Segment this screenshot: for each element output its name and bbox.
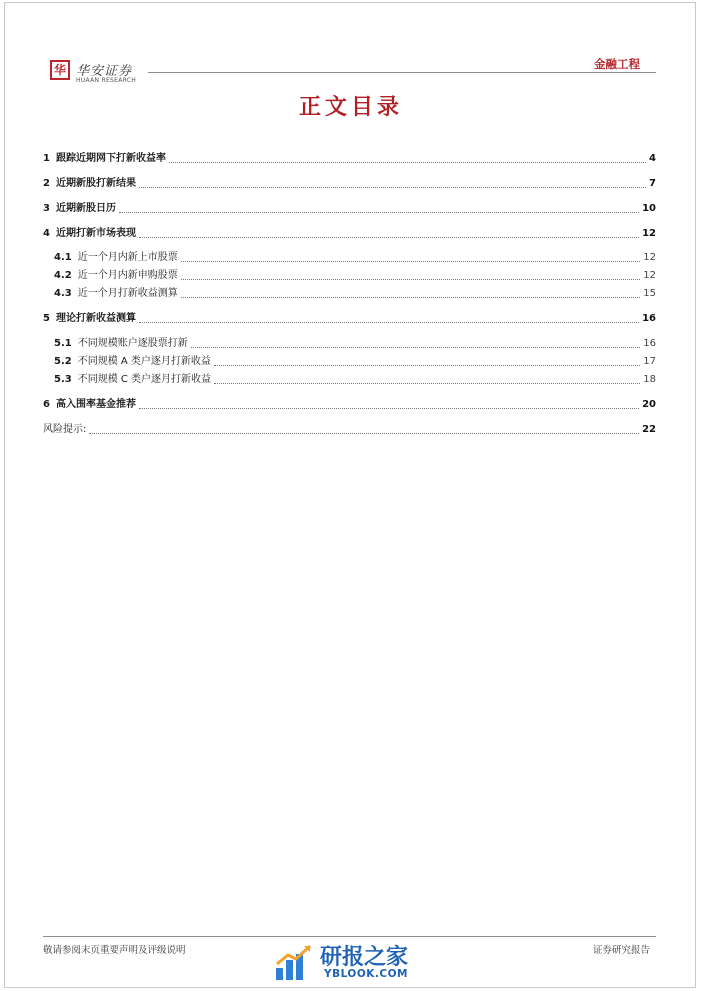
toc-entry-number: 4.3 [54,288,72,299]
toc-entry-number: 5 [43,313,50,324]
toc-subentry[interactable] [54,353,656,369]
toc-entry[interactable] [43,150,656,166]
toc-entry-label: 不同规模账户逐股票打新 [77,338,188,349]
watermark-english: YBLOOK.COM [324,968,408,980]
toc-leader-dots [139,236,639,238]
toc-entry-page: 18 [643,374,656,385]
toc-entry-label: 跟踪近期网下打新收益率 [55,153,166,164]
toc-entry-page: 16 [643,338,656,349]
toc-entry-number: 6 [43,399,50,410]
toc-entry-number: 5.1 [54,338,72,349]
toc-leader-dots [139,186,646,188]
toc-entry[interactable] [43,225,656,241]
toc-entry-number: 5.3 [54,374,72,385]
toc-leader-dots [214,382,640,384]
toc-entry-number: 1 [43,153,50,164]
toc-entry-number: 4.2 [54,270,72,281]
toc-entry-number: 5.2 [54,356,72,367]
toc-leader-dots [169,161,646,163]
toc-entry[interactable] [43,310,656,326]
toc-entry-label: 风险提示: [43,424,87,435]
toc-leader-dots [191,346,641,348]
toc-entry-risk[interactable] [43,421,656,437]
toc-entry-page: 4 [649,153,656,164]
toc-subentry[interactable] [54,267,656,283]
toc-entry-page: 16 [642,313,656,324]
toc-leader-dots [89,432,639,434]
toc-entry-number: 3 [43,203,50,214]
logo-chinese-name: 华安证券 [76,64,133,79]
toc-leader-dots [181,260,641,262]
header-divider [148,72,656,73]
toc-entry-page: 12 [643,270,656,281]
toc-entry-number: 2 [43,178,50,189]
toc-entry-page: 12 [643,252,656,263]
toc-entry-page: 22 [642,424,656,435]
toc-leader-dots [119,211,639,213]
company-logo [50,60,150,88]
footer-disclaimer: 敬请参阅末页重要声明及评级说明 [43,945,186,956]
toc-entry-label: 不同规模 C 类户逐月打新收益 [77,374,212,385]
toc-entry-label: 近期打新市场表现 [55,228,136,239]
toc-entry-label: 高入围率基金推荐 [55,399,136,410]
toc-leader-dots [214,364,640,366]
footer-divider [43,936,656,937]
toc-entry-label: 近期新股日历 [55,203,116,214]
logo-seal-icon: 华 [50,60,70,80]
bar-chart-icon [274,942,314,982]
toc-entry[interactable] [43,175,656,191]
toc-entry[interactable] [43,200,656,216]
toc-entry-page: 17 [643,356,656,367]
toc-leader-dots [139,407,639,409]
watermark-logo [274,940,434,984]
toc-entry-label: 近一个月内新申购股票 [77,270,178,281]
toc-entry-number: 4.1 [54,252,72,263]
page-title: 正文目录 [298,95,403,120]
toc-entry-label: 理论打新收益测算 [55,313,136,324]
toc-entry-page: 10 [642,203,656,214]
toc-entry-page: 12 [642,228,656,239]
toc-subentry[interactable] [54,285,656,301]
toc-subentry[interactable] [54,335,656,351]
footer-report-type: 证券研究报告 [592,945,650,956]
toc-subentry[interactable] [54,249,656,265]
toc-entry-page: 7 [649,178,656,189]
toc-entry[interactable] [43,396,656,412]
toc-leader-dots [181,278,641,280]
toc-entry-label: 近一个月打新收益测算 [77,288,178,299]
toc-entry-label: 近一个月内新上市股票 [77,252,178,263]
toc-subentry[interactable] [54,371,656,387]
watermark-chinese: 研报之家 [320,945,409,970]
toc-leader-dots [181,296,641,298]
toc-leader-dots [139,321,639,323]
toc-entry-label: 近期新股打新结果 [55,178,136,189]
toc-entry-number: 4 [43,228,50,239]
report-section-label: 金融工程 [594,57,640,71]
toc-entry-page: 15 [643,288,656,299]
toc-entry-page: 20 [642,399,656,410]
toc-entry-label: 不同规模 A 类户逐月打新收益 [77,356,211,367]
logo-english-name: HUAAN RESEARCH [76,77,137,84]
